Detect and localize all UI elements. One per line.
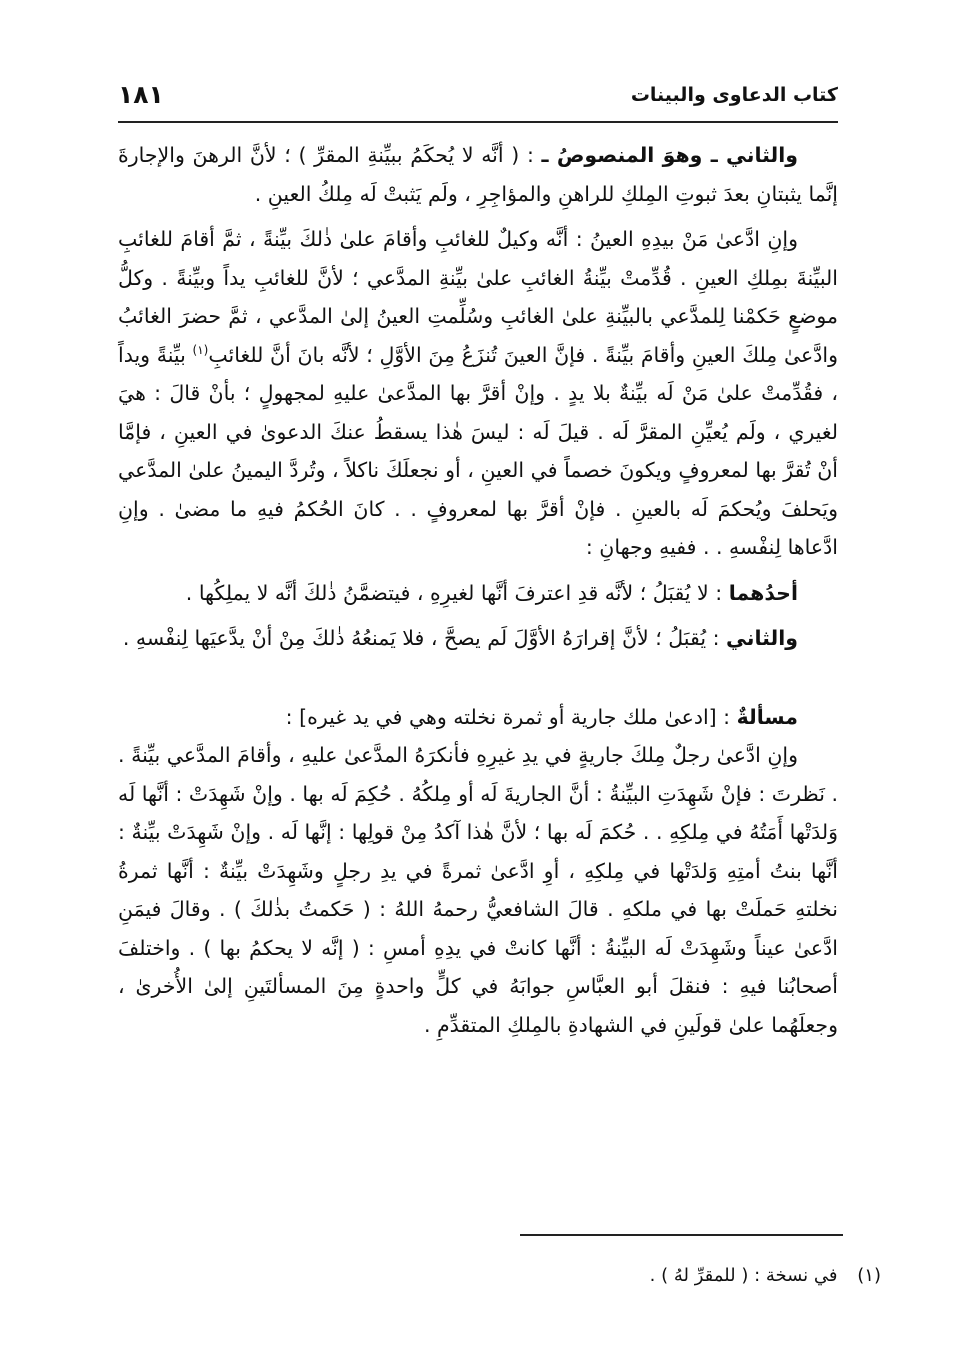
masala-lead: مسألةٌ (736, 704, 798, 729)
paragraph-2-text-b: بيِّنةً ويداً ، فقُدِّمتْ علىٰ مَنْ لَه بيِّنةٌ بلا يدٍ . وإنْ أقرَّ بها المدَّعىٰ عليهِ لمجهولٍ ؛ بأنْ قالَ : هيَ لغيري ، ولَم يُعيِّنِ المقرَّ لَه . قيلَ لَه : ليسَ هٰذا يسقطُ عنكَ الدعوىٰ في العينِ ، فإمَّا أنْ تُقرَّ بها لمعروفٍ ويكونَ خصماً في العينِ ، أو نجعلَكَ ناكلاً ، وتُردَّ اليمينُ علىٰ المدَّعي ويَحلفَ ويُحكمَ لَه بالعينِ . فإنْ أقرَّ بها لمعروفٍ . . كانَ الحُكمُ فيهِ ما مضىٰ . وإنِ ادَّعاها لِنفْسهِ . . ففيهِ وجهانِ : (118, 342, 838, 559)
main-text (118, 136, 838, 1044)
paragraph-3 (118, 574, 838, 613)
footnote-reference: (١) (192, 342, 209, 357)
footnote-number: (١) (857, 1265, 881, 1286)
paragraph-3-lead: أحدُهما (728, 580, 798, 605)
paragraph-5-text: وإنِ ادَّعىٰ رجلٌ مِلكَ جاريةٍ في يدِ غيرِهِ فأنكرَهُ المدَّعىٰ عليهِ ، وأقامَ المدَّعي بيِّنةً . . نَظرتَ : فإنْ شَهِدَتِ البيِّنةُ : أنَّ الجاريةَ لَه أو مِلكُهُ . حُكِمَ لَه بها . وإنْ شَهِدَتْ : أنَّها لَه وَلدَتْها أَمَتُهُ في مِلكِهِ . . حُكمَ لَه بها ؛ لأنَّ هٰذا آكدُ مِنْ قولِها : إنَّها لَه . وإنْ شَهِدَتْ بيِّنةٌ : أنَّها بنتُ أمتِهِ وَلدَتْها في مِلكِهِ ، أوِ ادَّعىٰ ثمرةً في يدِ رجلٍ وشَهِدَتْ بيِّنةٌ : أنَّها ثمرةُ نخلتهِ حَملَتْ بها في ملكهِ . قالَ الشافعيُّ رحمهُ اللهُ : ( حَكمتُ بذٰلكَ ) . وقالَ فيمَنِ ادَّعىٰ عيناً وشَهِدَتْ لَه البيِّنةُ : أنَّها كانتْ في يدِهِ أمسِ : ( إنَّه لا يحكمُ بها ) . واختلفَ أصحابُنا فيهِ : فنقلَ أبو العبَّاسِ جوابَهُ في كلٍّ واحدةٍ مِنَ المسألتَينِ إلىٰ الأُخرىٰ ، وجعلَهُما علىٰ قولَينِ في الشهادةِ بالمِلكِ المتقدِّمِ . (118, 743, 838, 1037)
paragraph-1-text: : ( أنَّه لا يُحكَمُ ببيِّنةِ المقرِّ ) ؛ لأنَّ الرهنَ والإجارةَ إنَّما يثبتانِ بعدَ ثبوتِ المِلكِ للراهنِ والمؤاجِرِ ، ولَم يَثبتْ لَه مِلكُ العينِ . (118, 143, 838, 206)
footnote-text: في نسخة : ( للمقرِّ لهُ ) . (649, 1265, 838, 1286)
paragraph-4 (118, 619, 838, 658)
paragraph-4-text: : يُقبَلُ ؛ لأنَّ إقرارَهُ الأوَّلَ لَم يصحَّ ، فلا يَمنعُهُ ذٰلكَ مِنْ أنْ يدَّعيَها لِنفْسهِ . (122, 626, 720, 650)
page-number: ١٨١ (118, 80, 164, 109)
paragraph-3-text: : لا يُقبَلُ ؛ لأنَّه قدِ اعترفَ أنَّها لغيرِهِ ، فيتضمَّنُ ذٰلكَ أنَّه لا يملِكُها . (185, 580, 723, 605)
footnote-divider (520, 1234, 843, 1236)
paragraph-1-lead: والثاني ـ وهوَ المنصوصُ ـ (541, 143, 798, 167)
footnote (118, 1262, 881, 1290)
paragraph-4-lead: والثاني (726, 626, 798, 650)
header-title: كتاب الدعاوى والبينات (630, 84, 838, 106)
header-divider (118, 121, 838, 123)
paragraph-2 (118, 220, 838, 567)
masala-heading (118, 698, 838, 737)
running-header (118, 78, 838, 122)
masala-title: : [ادعىٰ ملك جارية أو ثمرة نخلته وهي في يد غيره] : (285, 704, 731, 729)
paragraph-1 (118, 136, 838, 213)
paragraph-2-text-a: وإنِ ادَّعىٰ مَنْ بيدِهِ العينُ : أنَّه وكيلٌ للغائبِ وأقامَ علىٰ ذٰلكَ بيِّنةً ، ثمَّ أقامَ للغائبِ البيِّنةَ بمِلكِ العينِ . قُدِّمتْ بيِّنةُ الغائبِ علىٰ بيِّنةِ المدَّعي ؛ لأنَّ للغائبِ يداً وبيِّنةً . وكلُّ موضعٍ حَكمْنا لِلمدَّعي بالبيِّنةِ علىٰ الغائبِ وسُلِّمتِ العينُ إلىٰ المدَّعي ، ثمَّ حضرَ الغائبُ وادَّعىٰ مِلكَ العينِ وأقامَ بيِّنةً . فإنَّ العينَ تُنزَعُ مِنَ الأوَّلِ ؛ لأنَّه بانَ أنَّ للغائبِ (118, 227, 838, 367)
paragraph-5 (118, 736, 838, 1044)
